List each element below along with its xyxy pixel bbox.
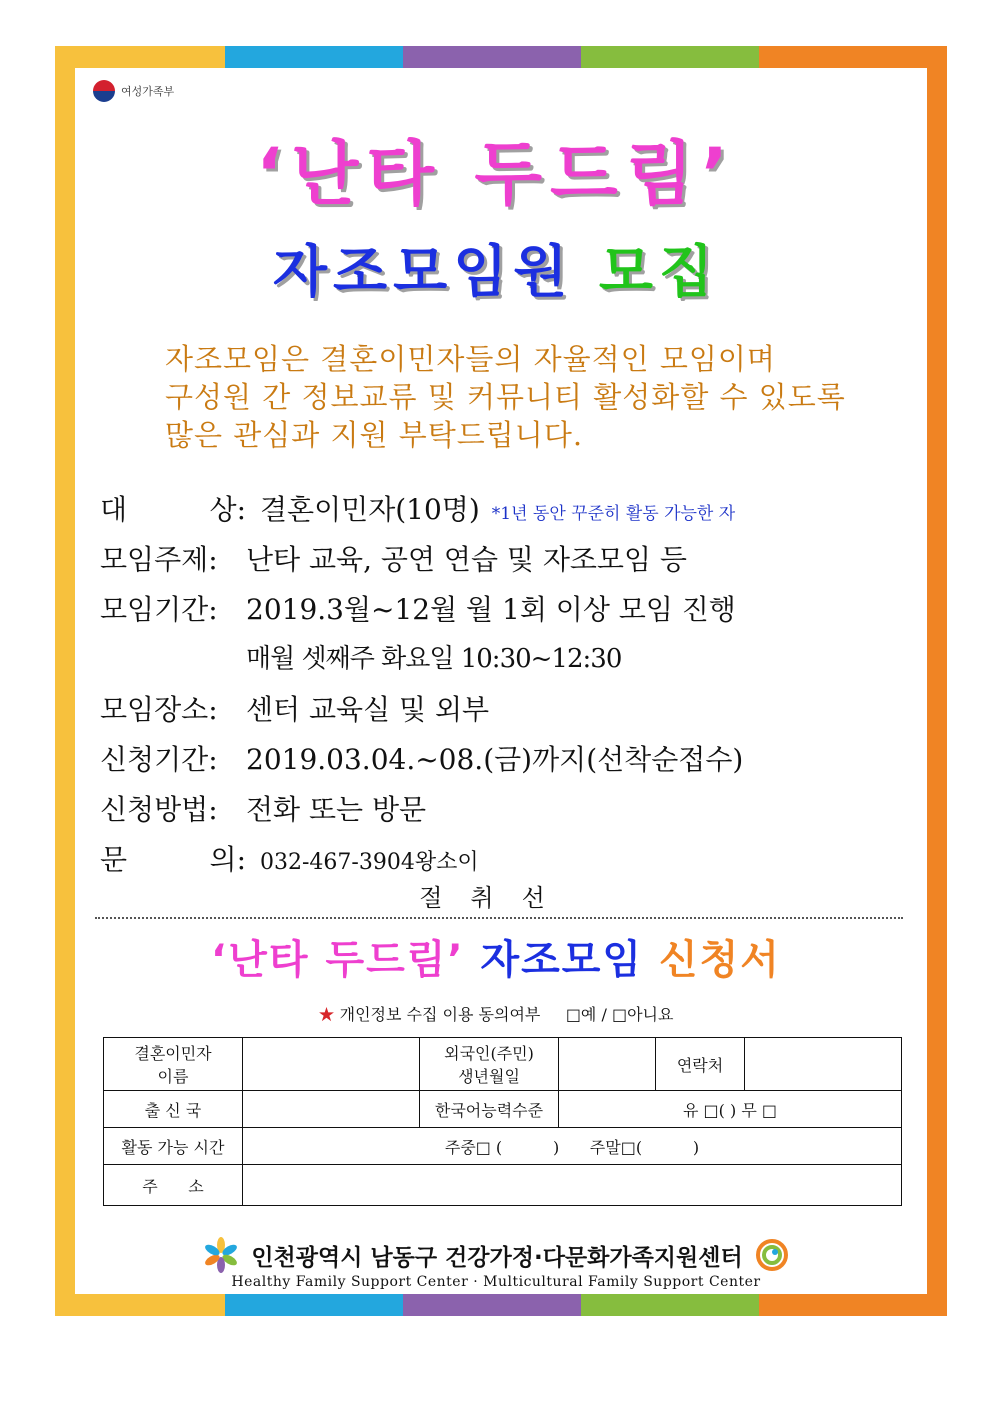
info-apply-method <box>100 788 900 838</box>
center-name <box>0 1237 992 1279</box>
name-label-line2: 이름 <box>157 1067 189 1086</box>
center-name-text: 인천광역시 남동구 건강가정·다문화가족지원센터 <box>251 1244 743 1271</box>
theme-label: 모임주제: <box>100 543 218 576</box>
poster-subtitle <box>0 228 992 308</box>
time-field[interactable]: 주중□ ( ) 주말□( ) <box>243 1128 902 1165</box>
address-label: 주 소 <box>104 1165 243 1206</box>
intro-text <box>165 340 885 454</box>
taeguk-icon <box>93 80 115 102</box>
ministry-name: 여성가족부 <box>121 85 175 98</box>
poster-title: ‘난타 두드림’ <box>256 133 736 215</box>
center-english-name: Healthy Family Support Center · Multicultural Family Support Center <box>231 1274 761 1290</box>
apply-period-value: 2019.03.04.~08.(금)까지(선착순접수) <box>246 743 744 776</box>
ministry-logo <box>93 80 174 102</box>
info-list <box>100 488 900 888</box>
form-title-part2: 자조모임 <box>480 937 644 983</box>
consent-text: 개인정보 수집 이용 동의여부 <box>339 1005 541 1024</box>
consent-yes[interactable]: □예 / <box>565 1005 607 1024</box>
period-value: 2019.3월~12월 월 1회 이상 모임 진행 <box>246 593 736 626</box>
info-place <box>100 688 900 738</box>
form-title-part1: ‘난타 두드림’ <box>211 937 465 983</box>
period-sub-value: 매월 셋째주 화요일 10:30~12:30 <box>246 644 622 674</box>
info-period-sub <box>100 638 900 688</box>
contact-label-a: 문 <box>100 843 128 876</box>
country-field[interactable] <box>243 1091 420 1128</box>
form-title-part3: 신청서 <box>659 937 781 983</box>
info-target <box>100 488 900 538</box>
info-theme <box>100 538 900 588</box>
star-icon: ★ <box>318 1005 335 1024</box>
phone-label: 연락처 <box>656 1038 745 1091</box>
border-bottom <box>55 1294 947 1316</box>
korean-label: 한국어능력수준 <box>420 1091 559 1128</box>
name-label <box>104 1038 243 1091</box>
border-top <box>55 46 947 68</box>
apply-method-value: 전화 또는 방문 <box>246 793 427 826</box>
apply-method-label: 신청방법: <box>100 793 218 826</box>
consent-no[interactable]: □아니요 <box>611 1005 674 1024</box>
target-label-b: 상: <box>209 493 246 526</box>
birth-label-line1: 외국인(주민) <box>444 1044 534 1063</box>
name-label-line1: 결혼이민자 <box>134 1044 212 1063</box>
korean-field[interactable]: 유 □( ) 무 □ <box>559 1091 902 1128</box>
apply-period-label: 신청기간: <box>100 743 218 776</box>
form-title <box>0 928 992 985</box>
application-form <box>103 1037 902 1206</box>
target-label-a: 대 <box>100 493 128 526</box>
phone-field[interactable] <box>745 1038 902 1091</box>
address-field[interactable] <box>243 1165 902 1206</box>
center-logo-icon <box>755 1238 789 1272</box>
consent-line <box>0 1002 992 1025</box>
info-period <box>100 588 900 638</box>
birth-field[interactable] <box>559 1038 656 1091</box>
birth-label-line2: 생년월일 <box>458 1067 520 1086</box>
period-label: 모임기간: <box>100 593 218 626</box>
target-note: *1년 동안 꾸준히 활동 가능한 자 <box>491 504 736 524</box>
cut-line-label: 절취선 <box>419 884 573 912</box>
flower-logo-icon <box>203 1237 239 1273</box>
place-value: 센터 교육실 및 외부 <box>246 693 490 726</box>
place-label: 모임장소: <box>100 693 218 726</box>
cut-line <box>95 917 903 919</box>
intro-line: 많은 관심과 지원 부탁드립니다. <box>165 418 584 452</box>
theme-value: 난타 교육, 공연 연습 및 자조모임 등 <box>246 543 687 576</box>
time-label: 활동 가능 시간 <box>104 1128 243 1165</box>
birth-label <box>420 1038 559 1091</box>
intro-line: 구성원 간 정보교류 및 커뮤니티 활성화할 수 있도록 <box>165 380 846 414</box>
contact-value: 032-467-3904왕소이 <box>260 850 479 875</box>
intro-line: 자조모임은 결혼이민자들의 자율적인 모임이며 <box>165 342 776 376</box>
info-apply-period <box>100 738 900 788</box>
subtitle-part1: 자조모임원 <box>272 240 574 305</box>
name-field[interactable] <box>243 1038 420 1091</box>
target-value: 결혼이민자(10명) <box>260 493 480 526</box>
subtitle-part2: 모집 <box>598 240 720 305</box>
country-label: 출 신 국 <box>104 1091 243 1128</box>
contact-label-b: 의: <box>209 843 246 876</box>
